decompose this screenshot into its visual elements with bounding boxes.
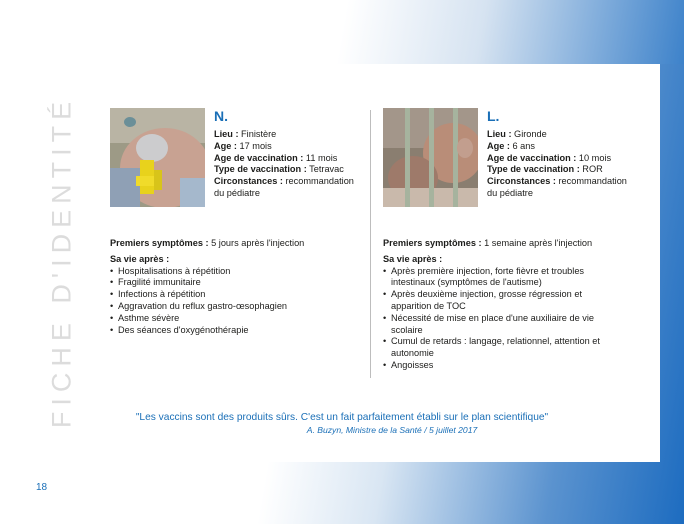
age-vaccination-line: Age de vaccination : 10 mois	[487, 152, 612, 163]
lieu-line: Lieu : Gironde	[487, 129, 547, 139]
circonstances-line-2: du pédiatre	[214, 187, 260, 198]
page-number: 18	[36, 482, 48, 493]
circonstances-line: Circonstances : recommandation	[487, 176, 627, 187]
list-item: • Des séances d'oxygénothérapie	[110, 325, 380, 337]
case-photo-n	[110, 108, 205, 207]
type-vaccination-line: Type de vaccination : Tetravac	[214, 164, 344, 175]
after-life-title: Sa vie après :	[383, 253, 443, 264]
child-with-nebulizer-mask-photo	[110, 108, 205, 207]
list-item: • Aggravation du reflux gastro-œsophagien	[110, 301, 380, 313]
type-vaccination-line: Type de vaccination : ROR	[487, 164, 603, 175]
list-item: • Fragilité immunitaire	[110, 277, 380, 289]
age-line: Age : 17 mois	[214, 140, 272, 151]
vertical-title: FICHE D'IDENTITÉ	[46, 95, 77, 429]
case-symptoms-l	[383, 238, 653, 372]
first-symptoms-line: Premiers symptômes : 1 semaine après l'injection	[383, 238, 593, 248]
list-item: • Après première injection, forte fièvre et troubles intestinaux (symptômes de l'autisme)	[383, 266, 603, 290]
list-item: • Hospitalisations à répétition	[110, 266, 380, 278]
first-symptoms-line: Premiers symptômes : 5 jours après l'injection	[110, 238, 305, 248]
after-life-list	[110, 266, 380, 337]
circonstances-line-2: du pédiatre	[487, 187, 533, 198]
case-identity-n	[214, 108, 384, 200]
age-vaccination-line: Age de vaccination : 11 mois	[214, 152, 338, 163]
list-item: • Nécessité de mise en place d'une auxiliaire de vie scolaire	[383, 313, 603, 337]
list-item: • Cumul de retards : langage, relationnel, attention et autonomie	[383, 336, 603, 360]
child-behind-bars-photo	[383, 108, 478, 207]
page-header-band	[0, 0, 684, 64]
list-item: • Après deuxième injection, grosse régression et apparition de TOC	[383, 289, 603, 313]
case-identity-l	[487, 108, 657, 200]
case-symptoms-n	[110, 238, 380, 336]
quote-source: A. Buzyn, Ministre de la Santé / 5 juillet 2017	[306, 425, 478, 435]
circonstances-line: Circonstances : recommandation	[214, 176, 354, 187]
lieu-line: Lieu : Finistère	[214, 129, 277, 139]
list-item: • Asthme sévère	[110, 313, 380, 325]
after-life-list	[383, 266, 603, 372]
list-item: • Angoisses	[383, 360, 603, 372]
case-initial: L.	[487, 108, 500, 124]
quote-text: "Les vaccins sont des produits sûrs. C'est un fait parfaitement établi sur le plan scientifique"	[135, 412, 549, 423]
list-item: • Infections à répétition	[110, 289, 380, 301]
case-photo-l	[383, 108, 478, 207]
case-initial: N.	[214, 108, 228, 124]
after-life-title: Sa vie après :	[110, 253, 170, 264]
column-divider	[370, 110, 371, 378]
age-line: Age : 6 ans	[487, 140, 535, 151]
